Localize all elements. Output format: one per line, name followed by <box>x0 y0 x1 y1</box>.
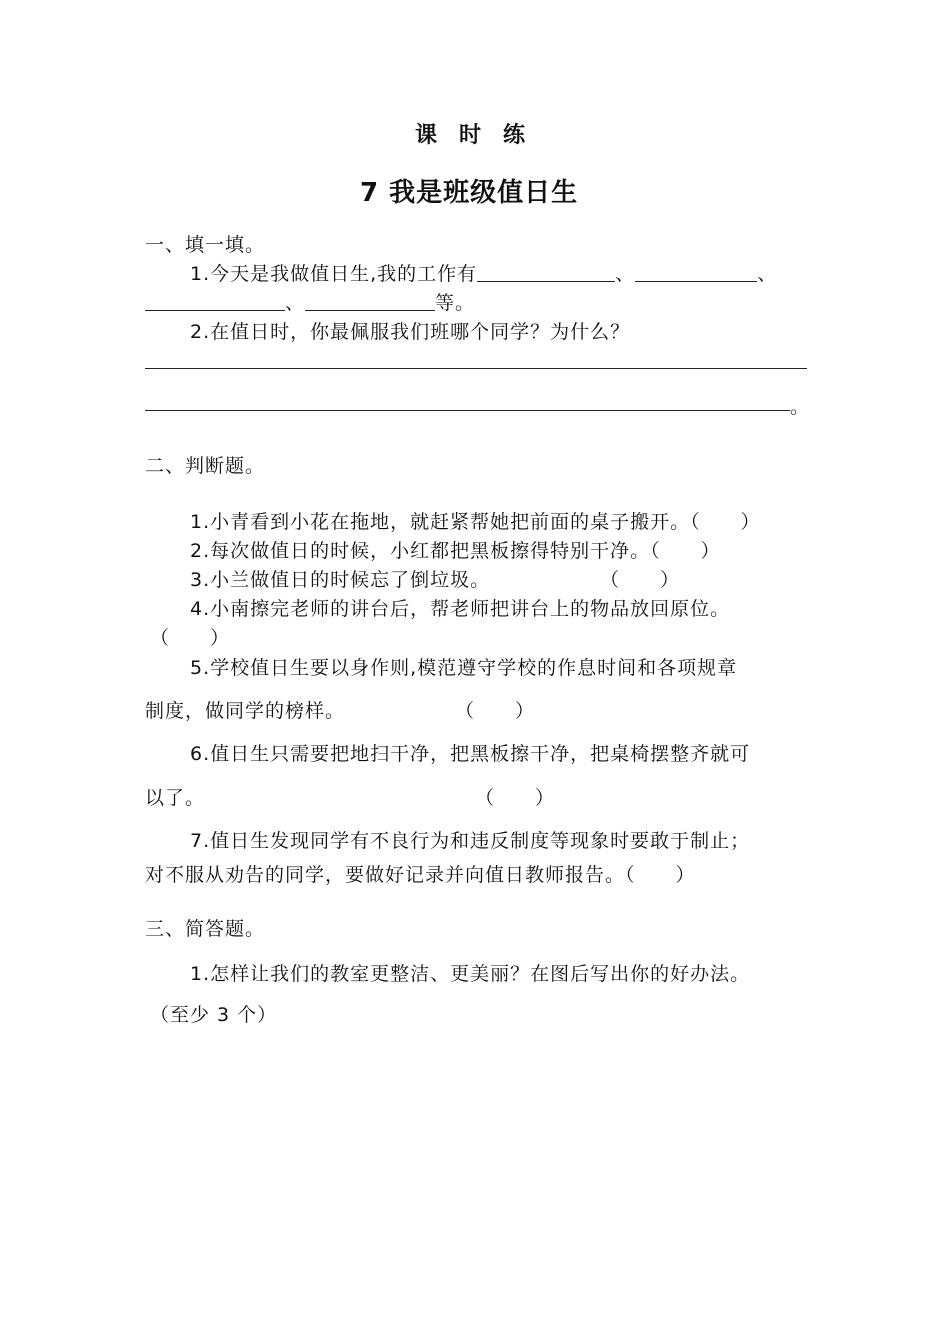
fill-question-2: 2.在值日时，你最佩服我们班哪个同学？为什么？ <box>190 321 631 343</box>
answer-period: 。 <box>790 396 811 418</box>
blank-separator: 、 <box>757 263 778 285</box>
short-question-1-cont: （至少 3 个） <box>150 1004 278 1026</box>
section2-heading: 二、判断题。 <box>145 455 266 477</box>
blank-separator: 、 <box>285 292 306 314</box>
answer-line-2[interactable] <box>145 410 790 411</box>
fill-question-1-line1 <box>190 263 777 285</box>
section1-heading: 一、填一填。 <box>145 234 266 256</box>
judge-answer-6[interactable]: （ ） <box>475 787 556 809</box>
page-title: 7 我是班级值日生 <box>360 178 579 208</box>
judge-question-3 <box>190 569 490 591</box>
answer-blank-4[interactable] <box>305 292 435 311</box>
judge-question-1: 1.小青看到小花在拖地，就赶紧帮她把前面的桌子搬开。（ ） <box>190 511 761 533</box>
worksheet-subtitle: 课 时 练 <box>415 123 526 148</box>
fill-question-1-prefix: 1.今天是我做值日生,我的工作有 <box>190 263 478 285</box>
fill-question-1-line2 <box>145 292 475 314</box>
judge-question-2: 2.每次做值日的时候，小红都把黑板擦得特别干净。（ ） <box>190 540 721 562</box>
judge-question-7-cont: 对不服从劝告的同学，要做好记录并向值日教师报告。（ ） <box>145 864 696 886</box>
answer-blank-2[interactable] <box>635 263 757 282</box>
short-question-1: 1.怎样让我们的教室更整洁、更美丽？在图后写出你的好办法。 <box>190 963 751 985</box>
judge-question-5: 5.学校值日生要以身作则,模范遵守学校的作息时间和各项规章 <box>190 657 738 679</box>
judge-question-5-cont: 制度，做同学的榜样。 <box>145 700 346 722</box>
fill-question-1-suffix: 等。 <box>435 292 476 314</box>
judge-question-3-text: 3.小兰做值日的时候忘了倒垃圾。 <box>190 569 491 591</box>
answer-line-1[interactable] <box>145 368 807 369</box>
judge-answer-5[interactable]: （ ） <box>455 700 536 722</box>
judge-answer-3[interactable]: （ ） <box>600 569 681 591</box>
judge-question-6-cont: 以了。 <box>145 787 206 809</box>
answer-blank-3[interactable] <box>145 292 285 311</box>
judge-question-7: 7.值日生发现同学有不良行为和违反制度等现象时要敢于制止； <box>190 830 751 852</box>
blank-separator: 、 <box>615 263 636 285</box>
judge-question-4: 4.小南擦完老师的讲台后，帮老师把讲台上的物品放回原位。 <box>190 598 731 620</box>
judge-answer-4[interactable]: （ ） <box>150 627 231 649</box>
judge-question-6: 6.值日生只需要把地扫干净，把黑板擦干净，把桌椅摆整齐就可 <box>190 743 751 765</box>
section3-heading: 三、简答题。 <box>145 918 266 940</box>
answer-blank-1[interactable] <box>477 263 615 282</box>
